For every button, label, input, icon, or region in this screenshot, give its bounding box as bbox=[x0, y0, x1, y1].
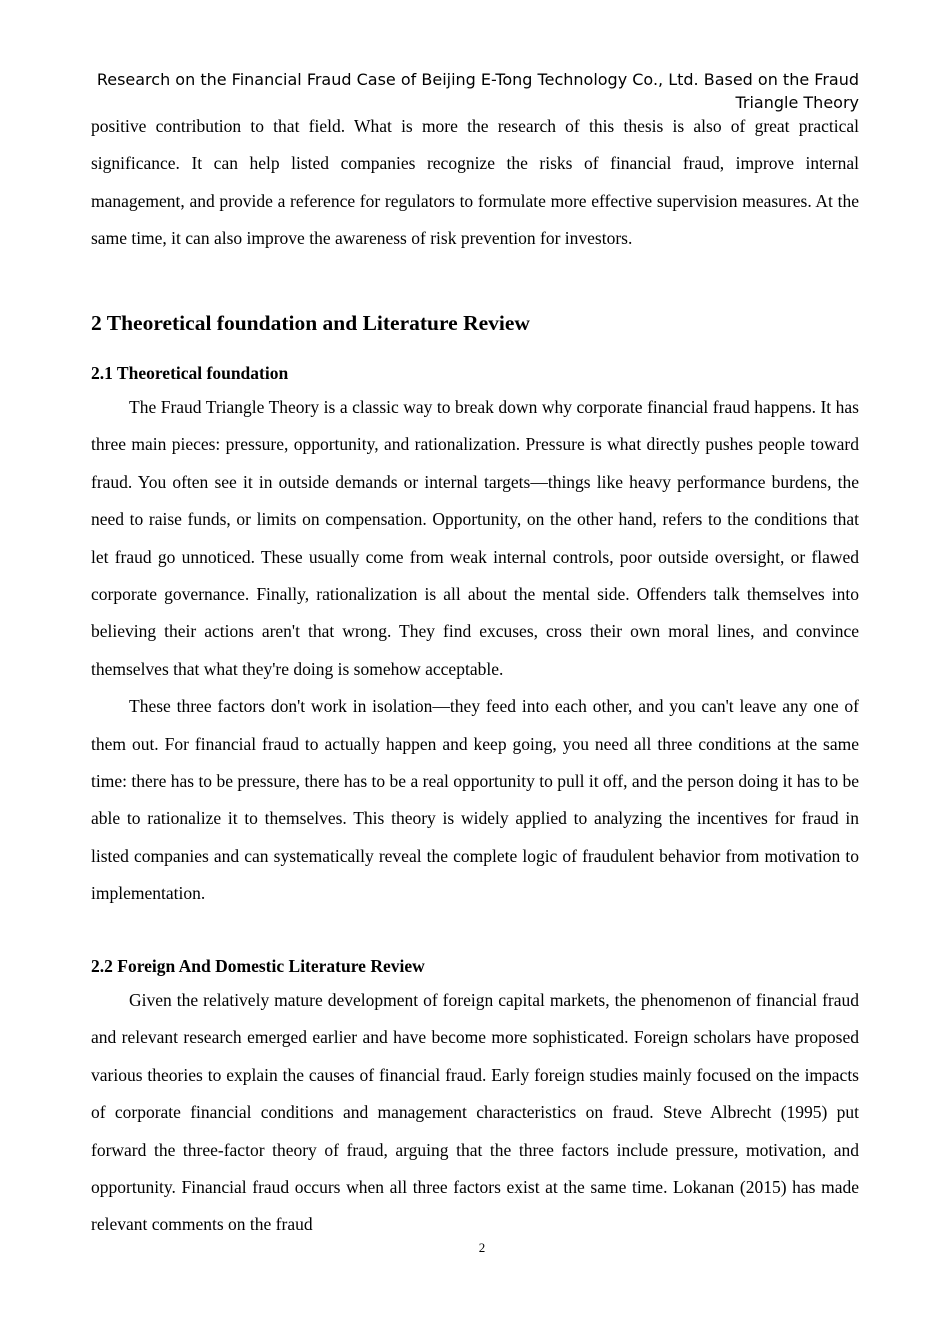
subsection-2-1-body bbox=[91, 389, 859, 913]
intro-continuation-block bbox=[91, 108, 859, 258]
body-paragraph: These three factors don't work in isolation—they feed into each other, and you can't leave any one of them out. For financial fraud to actually happen and keep going, you need all three conditions at the same time: there has to be pressure, there has to be a real opportunity to pull it off, and the person doing it has to be able to rationalize it to themselves. This theory is widely applied to analyzing the incentives for fraud in listed companies and can systematically reveal the complete logic of fraudulent behavior from motivation to implementation. bbox=[91, 696, 859, 904]
body-paragraph: Given the relatively mature development of foreign capital markets, the phenomenon of financial fraud and relevant research emerged earlier and have become more sophisticated. Foreign scholars have proposed various theories to explain the causes of financial fraud. Early foreign studies mainly focused on the impacts of corporate financial conditions and management characteristics on fraud. Steve Albrecht (1995) put forward the three-factor theory of fraud, arguing that the three factors include pressure, motivation, and opportunity. Financial fraud occurs when all three factors exist at the same time. Lokanan (2015) has made relevant comments on the fraud bbox=[91, 990, 859, 1235]
running-header: Research on the Financial Fraud Case of Beijing E-Tong Technology Co., Ltd. Based on the Fraud Triangle Theory bbox=[96, 70, 859, 112]
page-number: 2 bbox=[478, 1240, 486, 1255]
intro-paragraph: positive contribution to that field. What is more the research of this thesis is also of great practical significance. It can help listed companies recognize the risks of financial fraud, improve internal management, and provide a reference for regulators to formulate more effective supervision measures. At the same time, it can also improve the awareness of risk prevention for investors. bbox=[91, 116, 859, 249]
subsection-heading-2-1: 2.1 Theoretical foundation bbox=[91, 363, 289, 383]
body-paragraph: The Fraud Triangle Theory is a classic way to break down why corporate financial fraud happens. It has three main pieces: pressure, opportunity, and rationalization. Pressure is what directly pushes people toward fraud. You often see it in outside demands or internal targets—things like heavy performance burdens, the need to raise funds, or limits on compensation. Opportunity, on the other hand, refers to the conditions that let fraud go unnoticed. These usually come from weak internal controls, poor outside oversight, or flawed corporate governance. Finally, rationalization is all about the mental side. Offenders talk themselves into believing their actions aren't that wrong. They find excuses, cross their own moral lines, and convince themselves that what they're doing is somehow acceptable. bbox=[91, 397, 859, 679]
section-heading: 2 Theoretical foundation and Literature Review bbox=[91, 311, 530, 335]
subsection-2-2-body bbox=[91, 982, 859, 1244]
subsection-heading-2-2: 2.2 Foreign And Domestic Literature Review bbox=[91, 956, 425, 976]
